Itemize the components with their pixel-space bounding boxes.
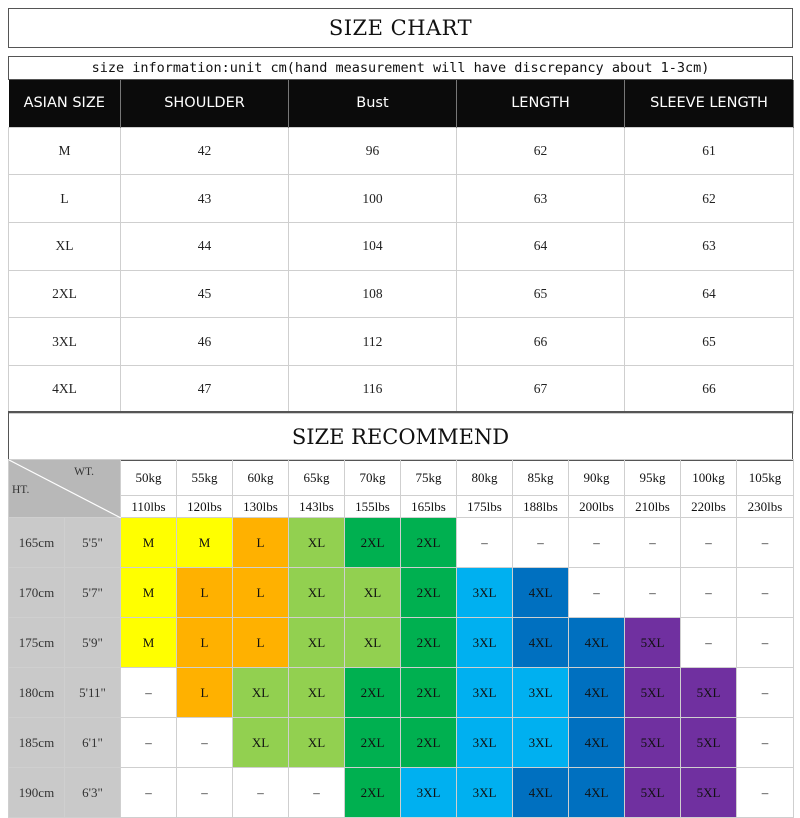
- recommended-size-cell: 5XL: [681, 668, 737, 718]
- recommended-size-cell: 5XL: [681, 768, 737, 818]
- weight-lbs-cell: 200lbs: [569, 496, 625, 518]
- size-chart-table: [8, 80, 794, 414]
- weight-kg-cell: 60kg: [233, 460, 289, 496]
- length-cell: 64: [457, 222, 625, 270]
- weight-kg-cell: 70kg: [345, 460, 401, 496]
- recommended-size-cell: –: [121, 768, 177, 818]
- weight-kg-cell: 85kg: [513, 460, 569, 496]
- height-cm-cell: 185cm: [9, 718, 65, 768]
- recommended-size-cell: XL: [289, 668, 345, 718]
- weight-lbs-cell: 110lbs: [121, 496, 177, 518]
- recommended-size-cell: –: [681, 518, 737, 568]
- recommended-size-cell: –: [625, 518, 681, 568]
- weight-lbs-cell: 143lbs: [289, 496, 345, 518]
- size-recommend-table: [8, 459, 794, 818]
- recommended-size-cell: –: [569, 568, 625, 618]
- recommended-size-cell: 3XL: [401, 768, 457, 818]
- height-cm-cell: 180cm: [9, 668, 65, 718]
- recommended-size-cell: –: [177, 768, 233, 818]
- size-table-row: [9, 127, 794, 175]
- size-info-note: size information:unit cm(hand measurement will have discrepancy about 1-3cm): [8, 56, 793, 80]
- weight-kg-cell: 105kg: [737, 460, 794, 496]
- weight-axis-label: WT.: [74, 466, 94, 478]
- height-ft-cell: 5'11": [65, 668, 121, 718]
- size-table-row: [9, 365, 794, 413]
- recommended-size-cell: –: [513, 518, 569, 568]
- weight-kg-cell: 80kg: [457, 460, 513, 496]
- bust-cell: 116: [289, 365, 457, 413]
- recommended-size-cell: 2XL: [401, 618, 457, 668]
- height-row: [9, 518, 794, 568]
- height-ft-cell: 5'7": [65, 568, 121, 618]
- weight-lbs-cell: 188lbs: [513, 496, 569, 518]
- recommended-size-cell: 2XL: [345, 718, 401, 768]
- weight-kg-cell: 75kg: [401, 460, 457, 496]
- recommended-size-cell: 4XL: [569, 668, 625, 718]
- bust-cell: 112: [289, 318, 457, 366]
- recommended-size-cell: 3XL: [513, 718, 569, 768]
- size-table-row: [9, 270, 794, 318]
- weight-kg-cell: 90kg: [569, 460, 625, 496]
- recommended-size-cell: 3XL: [457, 668, 513, 718]
- recommended-size-cell: XL: [289, 718, 345, 768]
- recommended-size-cell: –: [737, 718, 794, 768]
- length-cell: 63: [457, 175, 625, 223]
- bust-cell: 104: [289, 222, 457, 270]
- height-ft-cell: 5'5": [65, 518, 121, 568]
- weight-lbs-cell: 175lbs: [457, 496, 513, 518]
- recommended-size-cell: –: [457, 518, 513, 568]
- recommended-size-cell: 3XL: [457, 618, 513, 668]
- length-cell: 66: [457, 318, 625, 366]
- weight-kg-cell: 65kg: [289, 460, 345, 496]
- height-axis-label: HT.: [12, 484, 30, 496]
- recommended-size-cell: –: [233, 768, 289, 818]
- recommended-size-cell: –: [569, 518, 625, 568]
- size-cell: L: [9, 175, 121, 223]
- size-table-row: [9, 318, 794, 366]
- recommended-size-cell: XL: [233, 718, 289, 768]
- size-table-row: [9, 222, 794, 270]
- recommended-size-cell: –: [737, 768, 794, 818]
- weight-kg-cell: 100kg: [681, 460, 737, 496]
- recommended-size-cell: L: [177, 668, 233, 718]
- height-row: [9, 618, 794, 668]
- weight-lbs-cell: 165lbs: [401, 496, 457, 518]
- recommended-size-cell: XL: [345, 618, 401, 668]
- recommended-size-cell: 5XL: [625, 668, 681, 718]
- size-chart-title: SIZE CHART: [8, 8, 793, 48]
- length-cell: 67: [457, 365, 625, 413]
- recommended-size-cell: –: [289, 768, 345, 818]
- recommended-size-cell: 3XL: [457, 718, 513, 768]
- recommended-size-cell: –: [625, 568, 681, 618]
- recommended-size-cell: –: [737, 668, 794, 718]
- recommended-size-cell: 5XL: [625, 718, 681, 768]
- recommended-size-cell: 2XL: [401, 718, 457, 768]
- weight-lbs-cell: 120lbs: [177, 496, 233, 518]
- recommended-size-cell: 2XL: [401, 518, 457, 568]
- recommended-size-cell: M: [121, 618, 177, 668]
- recommended-size-cell: L: [177, 618, 233, 668]
- recommended-size-cell: –: [121, 668, 177, 718]
- shoulder-cell: 45: [121, 270, 289, 318]
- recommended-size-cell: 3XL: [457, 768, 513, 818]
- size-table-header-row: [9, 80, 794, 127]
- weight-lbs-cell: 230lbs: [737, 496, 794, 518]
- sleeve-length-cell: 62: [625, 175, 794, 223]
- sleeve-length-cell: 61: [625, 127, 794, 175]
- size-cell: XL: [9, 222, 121, 270]
- recommended-size-cell: 2XL: [401, 668, 457, 718]
- height-ft-cell: 6'1": [65, 718, 121, 768]
- height-cm-cell: 190cm: [9, 768, 65, 818]
- recommended-size-cell: –: [177, 718, 233, 768]
- sleeve-length-cell: 64: [625, 270, 794, 318]
- height-ft-cell: 5'9": [65, 618, 121, 668]
- size-cell: M: [9, 127, 121, 175]
- size-cell: 2XL: [9, 270, 121, 318]
- weight-lbs-row: [9, 496, 794, 518]
- weight-kg-cell: 55kg: [177, 460, 233, 496]
- recommended-size-cell: 3XL: [457, 568, 513, 618]
- size-table-row: [9, 175, 794, 223]
- height-row: [9, 668, 794, 718]
- recommended-size-cell: M: [177, 518, 233, 568]
- height-row: [9, 718, 794, 768]
- recommended-size-cell: 4XL: [513, 768, 569, 818]
- recommended-size-cell: XL: [289, 618, 345, 668]
- height-cm-cell: 165cm: [9, 518, 65, 568]
- recommended-size-cell: 2XL: [401, 568, 457, 618]
- recommended-size-cell: –: [121, 718, 177, 768]
- recommended-size-cell: 2XL: [345, 768, 401, 818]
- recommended-size-cell: XL: [233, 668, 289, 718]
- size-cell: 3XL: [9, 318, 121, 366]
- weight-kg-cell: 95kg: [625, 460, 681, 496]
- recommended-size-cell: –: [737, 568, 794, 618]
- recommended-size-cell: XL: [289, 518, 345, 568]
- recommended-size-cell: 5XL: [681, 718, 737, 768]
- header-shoulder: SHOULDER: [121, 80, 289, 127]
- recommended-size-cell: 2XL: [345, 518, 401, 568]
- size-recommend-title: SIZE RECOMMEND: [8, 411, 793, 461]
- shoulder-cell: 42: [121, 127, 289, 175]
- recommended-size-cell: M: [121, 568, 177, 618]
- shoulder-cell: 46: [121, 318, 289, 366]
- recommended-size-cell: XL: [345, 568, 401, 618]
- recommended-size-cell: 2XL: [345, 668, 401, 718]
- recommended-size-cell: 4XL: [569, 618, 625, 668]
- recommended-size-cell: L: [233, 568, 289, 618]
- shoulder-cell: 47: [121, 365, 289, 413]
- length-cell: 65: [457, 270, 625, 318]
- recommended-size-cell: M: [121, 518, 177, 568]
- weight-lbs-cell: 220lbs: [681, 496, 737, 518]
- recommended-size-cell: 4XL: [513, 568, 569, 618]
- length-cell: 62: [457, 127, 625, 175]
- recommended-size-cell: 4XL: [569, 768, 625, 818]
- recommended-size-cell: 3XL: [513, 668, 569, 718]
- weight-lbs-cell: 130lbs: [233, 496, 289, 518]
- header-length: LENGTH: [457, 80, 625, 127]
- weight-lbs-cell: 210lbs: [625, 496, 681, 518]
- header-bust: Bust: [289, 80, 457, 127]
- bust-cell: 96: [289, 127, 457, 175]
- header-asian-size: ASIAN SIZE: [9, 80, 121, 127]
- recommended-size-cell: 5XL: [625, 618, 681, 668]
- size-chart-sheet: [8, 8, 793, 799]
- height-row: [9, 768, 794, 818]
- weight-kg-row: [9, 460, 794, 496]
- height-cm-cell: 175cm: [9, 618, 65, 668]
- bust-cell: 108: [289, 270, 457, 318]
- recommended-size-cell: –: [681, 568, 737, 618]
- shoulder-cell: 44: [121, 222, 289, 270]
- corner-header-cell: [9, 460, 121, 518]
- size-cell: 4XL: [9, 365, 121, 413]
- recommended-size-cell: L: [233, 518, 289, 568]
- recommended-size-cell: –: [681, 618, 737, 668]
- recommended-size-cell: 5XL: [625, 768, 681, 818]
- sleeve-length-cell: 63: [625, 222, 794, 270]
- bust-cell: 100: [289, 175, 457, 223]
- weight-kg-cell: 50kg: [121, 460, 177, 496]
- weight-lbs-cell: 155lbs: [345, 496, 401, 518]
- recommended-size-cell: 4XL: [513, 618, 569, 668]
- shoulder-cell: 43: [121, 175, 289, 223]
- recommended-size-cell: L: [233, 618, 289, 668]
- sleeve-length-cell: 66: [625, 365, 794, 413]
- header-sleeve-length: SLEEVE LENGTH: [625, 80, 794, 127]
- height-ft-cell: 6'3": [65, 768, 121, 818]
- recommended-size-cell: –: [737, 518, 794, 568]
- recommended-size-cell: XL: [289, 568, 345, 618]
- height-cm-cell: 170cm: [9, 568, 65, 618]
- recommended-size-cell: L: [177, 568, 233, 618]
- height-row: [9, 568, 794, 618]
- recommended-size-cell: 4XL: [569, 718, 625, 768]
- sleeve-length-cell: 65: [625, 318, 794, 366]
- recommended-size-cell: –: [737, 618, 794, 668]
